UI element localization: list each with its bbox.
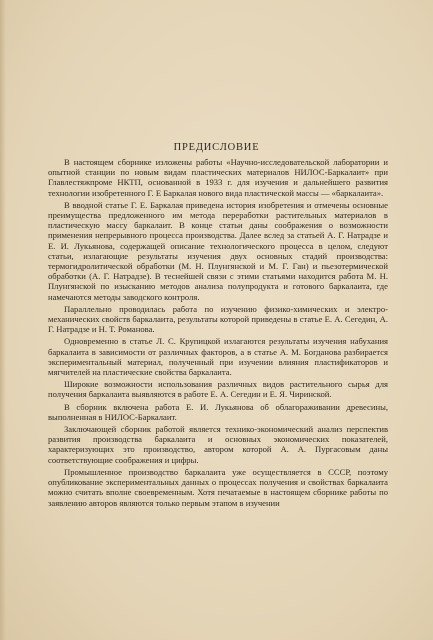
paragraph: В вводной статье Г. Е. Баркалая приведена история изобретения и отмечены основные преимущества предложенного им метода переработки растительных материалов в пластическую массу баркалаит. В конце статьи даны соображения о возможности применения непрерывного процесса производства. Далее вслед за статьей А. Г. Натрадзе и Е. И. Лукьянова, содержащей описание технологического процесса в целом, следуют статьи, излагающие результаты изучения двух основных стадий производства: термогидролитической обработки (М. Н. Плунгянской и М. Г. Ган) и пьезотермической обработки (А. Г. Натрадзе). В теснейшей связи с этими статьями находится работа М. Н. Плунгянской по изысканию методов анализа полупродукта и готового баркалаита, где намечаются методы заводского контроля. — [48, 199, 388, 302]
paragraph: В сборник включена работа Е. И. Лукьянова об облагораживании древесины, выполненная в НИЛОС-Баркалаит. — [48, 401, 388, 422]
page-fold-shadow — [0, 0, 6, 640]
page-title: ПРЕДИСЛОВИЕ — [173, 142, 260, 153]
paragraph: Широкие возможности использования различных видов растительного сырья для получения баркалаита выявляются в работе Е. А. Сегедин и Е. Я. Чиринской. — [48, 379, 388, 400]
paragraph: Заключающей сборник работой является технико-экономический анализ перспектив развития производства баркалаита и основных экономических показателей, характеризующих это производство, автором которой А. А. Пургасовым даны соответствующие соображения и цифры. — [48, 424, 388, 465]
paragraph: Одновременно в статье Л. С. Крупицкой излагаются результаты изучения набухания баркалаита в зависимости от различных факторов, а в статье А. М. Богданова разбирается экспериментальный материал, полученный при изучении влияния пластификаторов и мягчителей на пластические свойства баркалаита. — [48, 336, 388, 378]
paragraph: В настоящем сборнике изложены работы «Научно-исследовательской лаборатории и опытной станции по новым видам пластических материалов НИЛОС-Баркалаит» при Главлестяжпроме НКТП, основанной в 1933 г. для изучения и дальнейшего развития технологии изобретенного Г. Е Баркалая нового вида пластической массы — «баркалаита». — [48, 157, 388, 198]
body-text — [48, 157, 388, 508]
paragraph: Параллельно проводилась работа по изучению физико-химических и электро-механических свойств баркалаита, результаты которой приведены в статье Е. А. Сегедин, А. Г. Натрадзе и Н. Т. Романова. — [48, 303, 388, 335]
paragraph: Промышленное производство баркалаита уже осуществляется в СССР, поэтому опубликование экспериментальных данных о процессах получения и свойствах баркалаита можно считать вполне своевременным. Хотя печатаемые в настоящем сборнике работы по заявлению авторов являются только первым этапом в изучении — [48, 466, 388, 508]
